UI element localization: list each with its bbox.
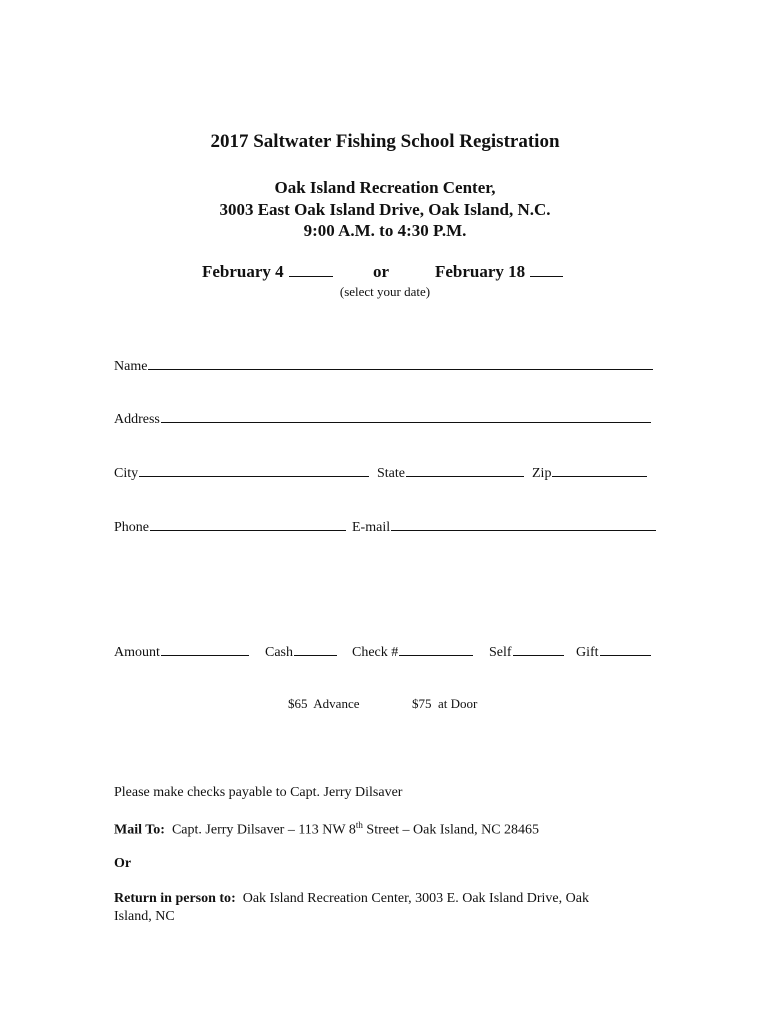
self-label: Self — [489, 645, 512, 660]
amount-blank[interactable] — [161, 654, 249, 656]
or-separator: Or — [114, 856, 132, 871]
phone-row — [114, 520, 346, 536]
mail-to-ordinal: th — [355, 820, 363, 830]
name-blank[interactable] — [148, 368, 653, 370]
city-blank[interactable] — [139, 475, 369, 477]
check-row — [352, 645, 473, 661]
date-option-feb-4 — [202, 262, 333, 282]
date-option-1-label: February 4 — [202, 262, 284, 281]
price-advance: $65 Advance — [288, 696, 360, 711]
state-label: State — [377, 466, 405, 481]
zip-row — [532, 466, 647, 482]
name-label: Name — [114, 359, 148, 374]
mail-to-line: Mail To: Capt. Jerry Dilsaver – 113 NW 8th Street – Oak Island, NC 28465 — [114, 820, 540, 838]
date-or-label: or — [373, 262, 390, 281]
price-at-door: $75 at Door — [412, 696, 478, 711]
cash-row — [265, 645, 337, 661]
phone-label: Phone — [114, 520, 149, 535]
mail-to-address-part2: Street – Oak Island, NC 28465 — [362, 822, 540, 838]
gift-row — [576, 645, 651, 661]
address-label: Address — [114, 412, 160, 427]
date-hint: (select your date) — [339, 284, 431, 299]
amount-label: Amount — [114, 645, 160, 660]
mail-to-label: Mail To — [114, 822, 161, 838]
cash-blank[interactable] — [294, 654, 337, 656]
zip-blank[interactable] — [552, 475, 647, 477]
date-option-2-label: February 18 — [435, 262, 526, 281]
date-2-blank[interactable] — [530, 275, 563, 277]
email-label: E-mail — [352, 520, 391, 535]
state-blank[interactable] — [406, 475, 524, 477]
city-row — [114, 466, 369, 482]
gift-label: Gift — [576, 645, 599, 660]
email-row — [352, 520, 656, 536]
event-hours: 9:00 A.M. to 4:30 P.M. — [303, 221, 467, 240]
phone-blank[interactable] — [150, 529, 346, 531]
cash-label: Cash — [265, 645, 293, 660]
amount-row — [114, 645, 249, 661]
check-label: Check # — [352, 645, 399, 660]
zip-label: Zip — [532, 466, 552, 481]
date-option-feb-18 — [435, 262, 563, 282]
return-address-line1: Oak Island Recreation Center, 3003 E. Oak Island Drive, Oak — [242, 891, 589, 906]
city-label: City — [114, 466, 139, 481]
mail-to-address-part1: Capt. Jerry Dilsaver – 113 NW 8 — [171, 822, 356, 838]
address-blank[interactable] — [161, 421, 651, 423]
venue-name: Oak Island Recreation Center, — [274, 178, 496, 197]
gift-blank[interactable] — [600, 654, 651, 656]
name-row — [114, 359, 653, 375]
checks-payable-note: Please make checks payable to Capt. Jerry Dilsaver — [114, 785, 403, 800]
email-blank[interactable] — [391, 529, 656, 531]
venue-address: 3003 East Oak Island Drive, Oak Island, N.C. — [219, 200, 551, 219]
form-title: 2017 Saltwater Fishing School Registration — [210, 131, 560, 152]
state-row — [377, 466, 524, 482]
check-blank[interactable] — [399, 654, 473, 656]
address-row — [114, 412, 651, 428]
return-label: Return in person to — [114, 891, 232, 906]
self-blank[interactable] — [513, 654, 564, 656]
date-1-blank[interactable] — [289, 275, 333, 277]
return-address-line2: Island, NC — [114, 909, 175, 924]
self-row — [489, 645, 564, 661]
return-in-person-line: Return in person to: Oak Island Recreation Center, 3003 E. Oak Island Drive, Oak — [114, 891, 589, 906]
